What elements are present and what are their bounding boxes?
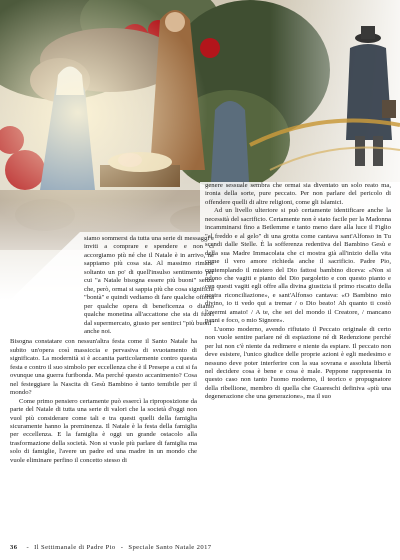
- issue-name: Speciale Santo Natale 2017: [128, 544, 212, 551]
- footer-separator: -: [26, 544, 30, 551]
- article-column-right: [205, 182, 391, 402]
- article-left-top: [84, 235, 214, 336]
- article-column-left: [10, 338, 197, 465]
- paragraph: L'uomo moderno, avendo rifiutato il Peccato originale di certo non vuole sentire parlare né di espiazione né di Redenzione perché per lui non c'è niente da redimere e niente da espiare. Il peccato non deve esistere, l'unico giudice delle proprie azioni è egli medesimo e nessuno deve poter interferire con la sua sovrana e assoluta libertà nel decidere cosa è bene e cosa è male. Peppone rappresenta in questo caso non tanto l'uomo moderno, il teorico e propugnatore della ribellione, membro di quella che Guareschi definiva «più una degenerazione che una generazione», ma il suo: [205, 325, 391, 401]
- paragraph: Bisogna constatare con nessun'altra festa come il Santo Natale ha subito un'opera così massiccia e pervasiva di svuotamento di significato. La modernità si è accanita particolarmente contro questa festa e contro il suo simbolo per eccellenza che è il Presepe a cui si fa ovunque una guerra furibonda. Ma perché questo accanimento? Cosa nel festeggiare la Nascita di Gesù Bambino è tanto temibile per il mondo?: [10, 338, 197, 397]
- paragraph: siamo sommersi da tutta una serie di messaggi e inviti a comprare e spendere e non ci accorgiamo più né che il Natale è in arrivo, né sappiamo più cosa sia. Al massimo rimane soltanto un po' di quell'insulso sentimento per cui "a Natale bisogna essere più buoni" senza che, però, ormai si sappia più che cosa significhi "bontà" e quindi vediamo di fare qualche offerta per qualche opera di beneficenza o diamo qualche monetina all'accattone che sta di fuori dal supermercato, giusto per sentirci "più buoni" anche noi.: [84, 235, 214, 335]
- footer-separator: -: [120, 544, 124, 551]
- magazine-name: Il Settimanale di Padre Pio: [34, 544, 116, 551]
- page-number: 36: [10, 544, 18, 551]
- paragraph: Come primo pensiero certamente può essercì la riproposizione da parte del Natale di tutta una serie di valori che la società d'oggi non vuol più considerare come tali e tra questi quelli della famiglia sicuramente hanno la preminenza. Il Natale è la festa della famiglia per eccellenza. E la famiglia è oggi un grande ostacolo alla trasformazione della società. Non si vuole più parlare di famiglia ma solo di famiglie, l'avere un padre ed una madre in un mondo che vuole eliminare perfino il concetto stesso di: [10, 397, 197, 464]
- page-footer: [10, 544, 390, 551]
- paragraph: Ad un livello ulteriore si può certamente identificare anche la necessità del sacrificio. Certamente non è stato facile per la Madonna incamminarsi fino a Betlemme e tanto meno dare alla luce il Figlio "al freddo e al gelo" di una grotta come cantava sant'Alfonso in Tu scendi dalle Stelle. È la sofferenza redentiva del Bambino Gesù e della sua Madre Immacolata che ci mostra già all'inizio della vita come il vero amore richieda anche il sacrificio. Padre Pio, contemplando il mistero del Dio fattosi bambino diceva: «Non si odono che vagiti e pianto del Dio pargoletto e con questo pianto e con questi vagiti egli offre alla divina giustizia il primo riscatto della nostra riconciliazione», e sant'Alfonso cantava: «O Bambino mio divino, io ti vedo qui a tremar / o Dio beato! Ah quanto ti costò l'avermi amato! / A te, che sei del mondo il Creatore, / mancano panni e foco, o mio Signore».: [205, 207, 391, 325]
- paragraph: genere sessuale sembra che ormai sia diventato un solo reato ma, ironia della sorte, pure peccato. Per non parlare del pericolo di offendere quelli di altre religioni, come gli islamici.: [205, 182, 391, 206]
